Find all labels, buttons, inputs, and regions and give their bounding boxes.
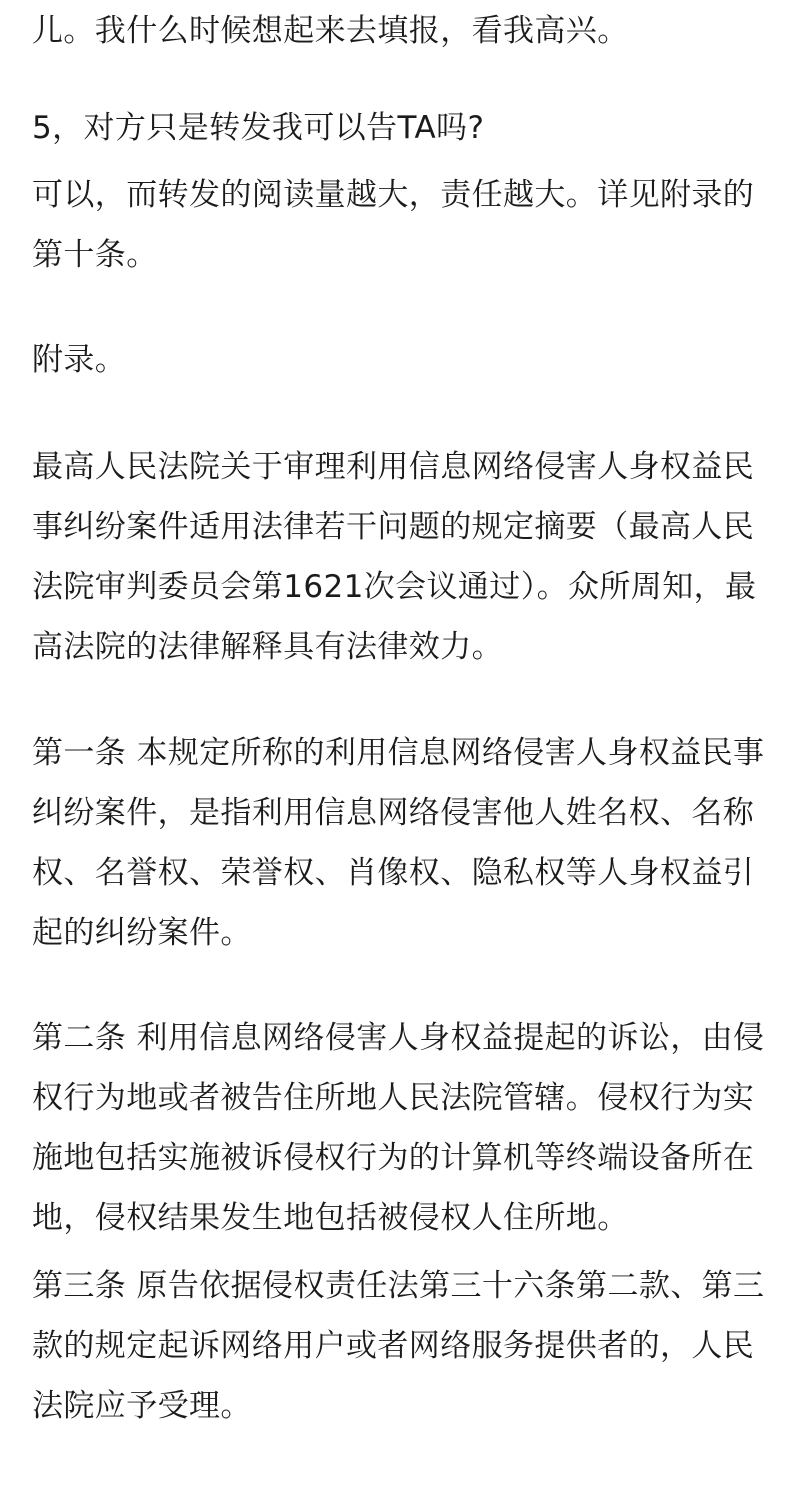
answer-5: 可以，而转发的阅读量越大，责任越大。详见附录的第十条。: [32, 177, 755, 273]
appendix-intro: 最高人民法院关于审理利用信息网络侵害人身权益民事纠纷案件适用法律若干问题的规定摘要（最高人民法院审判委员会第1621次会议通过）。众所周知，最高法院的法律解释具有法律效力。: [32, 449, 757, 665]
paragraph-intro-tail: 儿。我什么时候想起来去填报，看我高兴。: [32, 13, 629, 49]
article-two: 第二条 利用信息网络侵害人身权益提起的诉讼，由侵权行为地或者被告住所地人民法院管辖。侵权行为实施地包括实施被诉侵权行为的计算机等终端设备所在地，侵权结果发生地包括被侵权人住所地。: [32, 1020, 765, 1236]
article-one: 第一条 本规定所称的利用信息网络侵害人身权益民事纠纷案件，是指利用信息网络侵害他人姓名权、名称权、名誉权、荣誉权、肖像权、隐私权等人身权益引起的纠纷案件。: [32, 735, 765, 951]
appendix-heading: 附录。: [32, 342, 127, 378]
question-5: 5，对方只是转发我可以告TA吗?: [32, 110, 485, 146]
article-three: 第三条 原告依据侵权责任法第三十六条第二款、第三款的规定起诉网络用户或者网络服务提供者的，人民法院应予受理。: [32, 1268, 765, 1424]
article-body: [0, 1, 797, 1494]
